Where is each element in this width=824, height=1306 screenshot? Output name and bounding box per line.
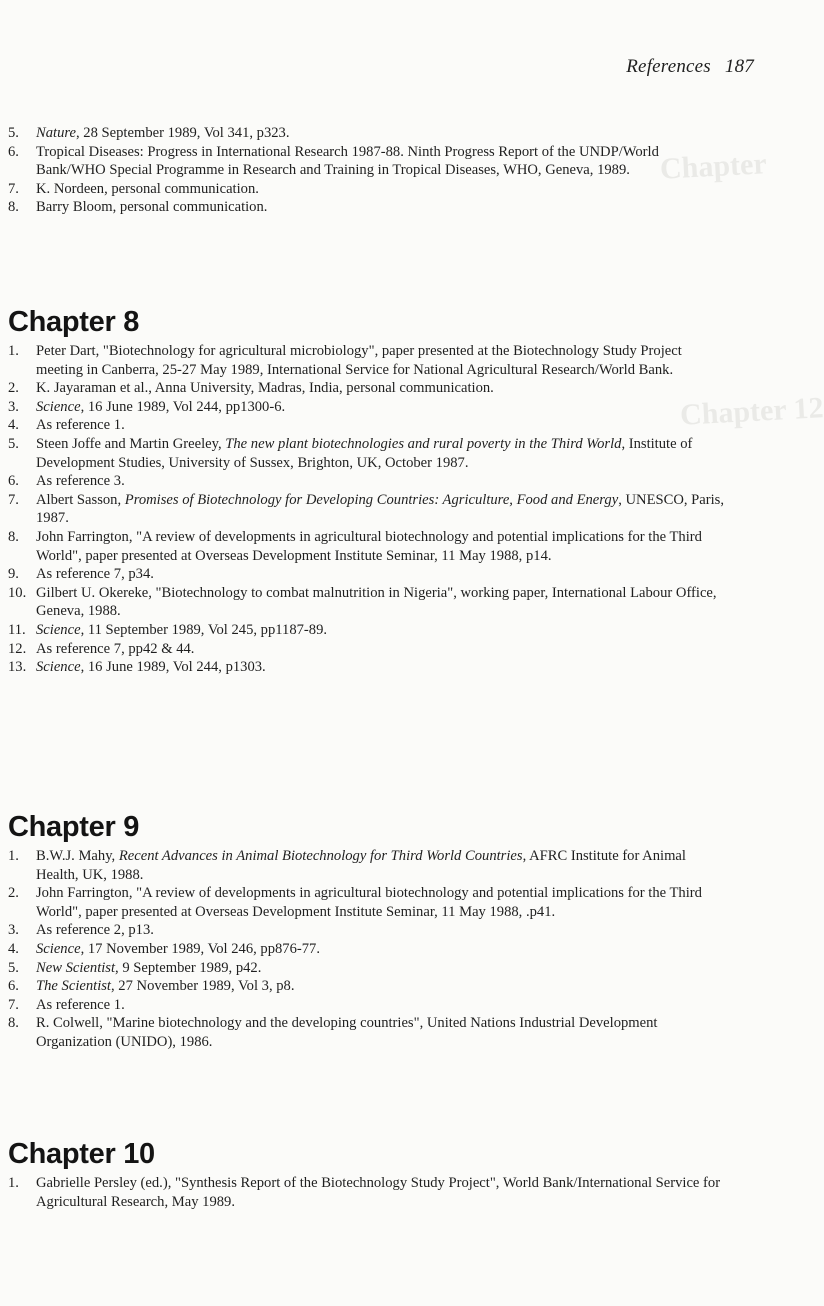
reference-item: 3. Science, 16 June 1989, Vol 244, pp1300-6. [8, 398, 286, 415]
reference-item: 13. Science, 16 June 1989, Vol 244, p1303. [8, 659, 266, 676]
reference-item: 6. Tropical Diseases: Progress in International Research 1987-88. Ninth Progress Report of the UNDP/World Bank/WHO Special Programme in Research and Training in Tropical Diseases, WHO, Geneva, 1989. [8, 143, 659, 179]
reference-item: 3. As reference 2, p13. [8, 922, 154, 939]
reference-list [8, 847, 728, 1052]
running-header [626, 56, 754, 78]
chapter-heading: Chapter 10 [8, 1138, 155, 1170]
chapter-9-section [8, 811, 728, 1052]
reference-item: 6. As reference 3. [8, 473, 125, 490]
reference-list [8, 342, 728, 677]
header-title: References [626, 56, 711, 77]
chapter-heading: Chapter 8 [8, 306, 140, 338]
reference-item: 7. Albert Sasson, Promises of Biotechnology for Developing Countries: Agriculture, Food and Energy, UNESCO, Paris, 1987. [8, 491, 725, 527]
reference-item: 11. Science, 11 September 1989, Vol 245, pp1187-89. [8, 621, 328, 638]
reference-item: 8. R. Colwell, "Marine biotechnology and the developing countries", United Nations Industrial Development Organization (UNIDO), 1986. [8, 1015, 658, 1050]
reference-item: 1. B.W.J. Mahy, Recent Advances in Animal Biotechnology for Third World Countries, AFRC Institute for Animal Health, UK, 1988. [8, 848, 686, 883]
reference-list [8, 124, 728, 217]
reference-item: 1. Gabrielle Persley (ed.), "Synthesis Report of the Biotechnology Study Project", World Bank/International Service for Agricultural Research, May 1989. [8, 1175, 721, 1210]
reference-item: 8. Barry Bloom, personal communication. [8, 199, 268, 216]
reference-item: 7. As reference 1. [8, 996, 125, 1013]
reference-list [8, 1174, 728, 1211]
reference-item: 4. Science, 17 November 1989, Vol 246, pp876-77. [8, 940, 320, 957]
chapter-heading: Chapter 9 [8, 811, 140, 843]
reference-item: 5. Nature, 28 September 1989, Vol 341, p323. [8, 125, 290, 141]
reference-item: 12. As reference 7, pp42 & 44. [8, 640, 195, 657]
chapter-10-section [8, 1138, 728, 1211]
continued-references [8, 124, 728, 217]
bleed-through-text: Chapter [659, 147, 768, 186]
bleed-through-text: Chapter 12 [679, 391, 824, 432]
chapter-8-section [8, 306, 728, 677]
reference-item: 2. John Farrington, "A review of developments in agricultural biotechnology and potential implications for the Third World", paper presented at Overseas Development Institute Seminar, 11 May 1988, .p41. [8, 885, 702, 920]
reference-item: 9. As reference 7, p34. [8, 566, 154, 583]
reference-item: 2. K. Jayaraman et al., Anna University, Madras, India, personal communication. [8, 380, 494, 397]
reference-item: 5. Steen Joffe and Martin Greeley, The new plant biotechnologies and rural poverty in the Third World, Institute of Development Studies, University of Sussex, Brighton, UK, October 1987. [8, 435, 693, 471]
reference-item: 10. Gilbert U. Okereke, "Biotechnology to combat malnutrition in Nigeria", working paper, International Labour Office, Geneva, 1988. [8, 584, 717, 620]
reference-item: 6. The Scientist, 27 November 1989, Vol 3, p8. [8, 978, 295, 995]
page-number: 187 [724, 56, 754, 77]
reference-item: 5. New Scientist, 9 September 1989, p42. [8, 959, 262, 976]
reference-item: 8. John Farrington, "A review of developments in agricultural biotechnology and potential implications for the Third World", paper presented at Overseas Development Institute Seminar, 11 May 1988, p14. [8, 528, 702, 564]
reference-item: 1. Peter Dart, "Biotechnology for agricultural microbiology", paper presented at the Biotechnology Study Project meeting in Canberra, 25-27 May 1989, International Service for National Agricultural Research/World Bank. [8, 343, 682, 378]
reference-item: 4. As reference 1. [8, 417, 125, 434]
reference-item: 7. K. Nordeen, personal communication. [8, 180, 259, 197]
